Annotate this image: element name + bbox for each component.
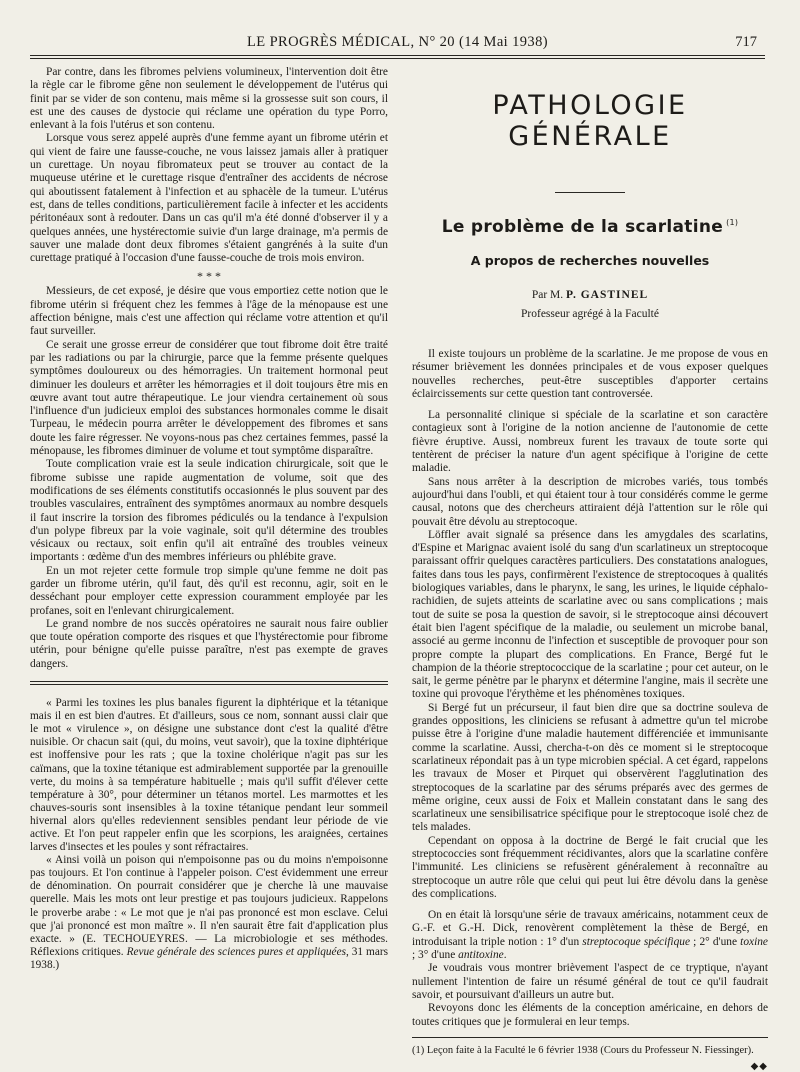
journal-title: LE PROGRÈS MÉDICAL, N° 20 (14 Mai 1938) — [247, 34, 548, 50]
quote-date: , 31 mars 1938.) — [30, 945, 388, 971]
quote-text: « Ainsi voilà un poison qui n'empoisonne pas ou du moins n'empoisonne pas toujours. Et l'on continue à l'appeler poison. C'est évidemment une erreur de dénomination. On pourrait considérer que je cherche là une mauvaise querelle. Mais les mots ont leur prestige et pas toujours judicieux. Rappelons le proverbe arabe : « Le mot que je n'ai pas prononcé est mon esclave. Celui que j'ai prononcé est mon maître ». Il n'en saurait être fait d'application plus exacte. » (E. TECHOUEYRES. — La microbiologie et ses méthodes. Réflexions critiques. — [30, 854, 388, 958]
paragraph: Toute complication vraie est la seule indication chirurgicale, soit que le fibrome subisse une rapide augmentation de volume, soit que des modifications de ses éléments constitutifs occasionnés le plus souvent par des troubles vasculaires, entraînent des symptômes anormaux au nombre desquels il faut inscrire la torsion des fibromes pédiculés ou la tendance à l'expulsion d'un polype fibreux par la voie vaginale, soit qu'il détermine des troubles vésicaux ou rectaux, soit enfin qu'il ait entraîné des troubles veineux importants : œdème d'un des membres inférieurs ou phlébite grave. — [30, 458, 388, 564]
paragraph: Le grand nombre de nos succès opératoires ne saurait nous faire oublier que toute opération comporte des risques et que l'hystérectomie pour fibrome utérin, pour bénigne qu'elle puisse paraître, n'est pas exempte de graves dangers. — [30, 617, 388, 670]
section-separator: * * * — [197, 269, 221, 284]
paragraph: Cependant on opposa à la doctrine de Bergé le fait crucial que les streptococcies sont fréquemment récidivantes, alors que la scarlatine confère l'immunité. Les cliniciens se refusèrent généralement à reconnaître au streptocoque un autre rôle que celui qui peut lui être dévolu dans la genèse des complications. — [412, 834, 768, 900]
paragraph: Il existe toujours un problème de la scarlatine. Je me propose de vous en résumer brièvement les données principales et de vous exposer quelques nouvelles recherches, peut-être susceptibles d'apporter certains éclaircissements sur cette question tant controversée. — [412, 348, 768, 400]
header-rule-double — [30, 58, 765, 59]
paragraph: Löffler avait signalé sa présence dans les amygdales des scarlatins, d'Espine et Marignac avaient isolé du sang d'un scarlatineux un streptocoque paraissant offrir quelques caractères particuliers. Des constatations analogues, faites dans tous les pays, confirmèrent l'existence de streptocoques à qualités biologiques variables, dans le pharynx, le sang, les urines, le liquide céphalo-rachidien, de sujets atteints de scarlatine avec ou sans complications ; mais tout de suite se posa la question de savoir, si le streptocoque ainsi découvert était bien l'agent spécifique de la maladie, ou seulement un microbe banal, associé au germe inconnu de l'infection et susceptible de provoquer pour son propre compte la plupart des complications. En France, Bergé fut le champion de la théorie streptococcique de la scarlatine ; pour cet auteur, on le sait, le germe pénètre par le pharynx et détermine l'angine, mais il secrète une toxine qui provoque l'érythème et les phénomènes toxiques. — [412, 528, 768, 701]
header-rule — [30, 55, 765, 56]
footnote: (1) Leçon faite à la Faculté le 6 février 1938 (Cours du Professeur N. Fiessinger). — [412, 1044, 754, 1056]
author-affiliation: Professeur agrégé à la Faculté — [521, 308, 659, 320]
footnote-marker: (1) — [726, 218, 739, 228]
right-column — [412, 66, 768, 1072]
paragraph: En un mot rejeter cette formule trop simple qu'une femme ne doit pas garder un fibrome utérin, qu'il faut, dès qu'il est reconnu, agir, soit en le desséchant pour employer cette expression couramment employée par les profanes, soit en l'enlevant chirurgicalement. — [30, 564, 388, 617]
section-rubric: PATHOLOGIE GÉNÉRALE — [492, 90, 688, 152]
quote-source: Revue générale des sciences pures et appliquées — [126, 945, 346, 958]
rubric-rule — [555, 192, 625, 193]
author-name: P. GASTINEL — [566, 289, 649, 301]
running-header — [30, 34, 765, 52]
paragraph: La personnalité clinique si spéciale de la scarlatine et son caractère contagieux sont à l'origine de la notion ancienne de l'autonomie de cette fièvre éruptive. Aussi, nombreux furent les travaux de toute sorte qui tentèrent de préciser la nature d'un agent spécifique à l'origine de cette maladie. — [412, 409, 768, 475]
paragraph: Si Bergé fut un précurseur, il faut bien dire que sa doctrine souleva de grandes oppositions, les cliniciens se refusant à admettre qu'un tel microbe puisse être à l'origine d'une maladie hautement différenciée et immunisante comme la scarlatine. Aussi, chercha-t-on dès ce moment si le streptocoque scarlatineux répondait pas à un type microbien spécial. A cet égard, rappelons les travaux de Moser et Pirquet qui observèrent l'agglutination des streptocoques de la scarlatine par des sérums préparés avec des germes de même origine, ceux aussi de Foix et Mallein constatant dans le sang des scarlatineux une sensibilisatrice spécifique pour le streptocoque isolé chez de tels malades. — [412, 701, 768, 834]
quote-paragraph — [30, 854, 388, 972]
quote-paragraph: « Parmi les toxines les plus banales figurent la diphtérique et la tétanique mais il en est bien d'autres. Et d'ailleurs, sous ce nom, sonnant aussi clair que le mot « virulence », on désigne une substance dont c'est la qualité d'être nuisible. Or chacun sait (qui, du moins, veut savoir), que la toxine diphtérique est inoffensive pour les rats ; que la toxine cholérique n'agit pas sur les caïmans, que la toxine tétanique est admirablement supportée par la grenouille verte, du moins à sa température habituelle ; mais qu'il suffit d'élever cette température à 30°, pour déterminer un tétanos mortel. Les marmottes et les chauves-souris sont insensibles à la toxine tétanique pendant leur sommeil hivernal alors qu'elles redeviennent sensibles pendant leur période de vie active. Et l'on peut rappeler enfin que les scorpions, les araignées, certaines larves d'insectes et les poules y sont réfractaires. — [30, 697, 388, 854]
paragraph: On en était là lorsqu'une série de travaux américains, notamment ceux de G.-F. et G.-H. Dick, renovèrent complètement la thèse de Bergé, en introduisant la triple notion : 1° d'un streptocoque spécifique ; 2° d'une toxine ; 3° d'une antitoxine. — [412, 909, 768, 962]
ornament-icon: ◆◆ — [750, 1060, 768, 1072]
byline: Par M. P. GASTINEL — [531, 289, 649, 301]
quote-divider-double — [30, 684, 388, 685]
footnote-rule — [412, 1037, 768, 1038]
paragraph: Par contre, dans les fibromes pelviens volumineux, l'intervention doit être la règle car le fibrome gêne non seulement le développement de l'utérus qui finit par se vider de son contenu, mais même si la grossesse suit son cours, il est une des causes de dystocie qui réclame une opération du type Porro, enlevant à la fois l'utérus et son contenu. — [30, 66, 388, 132]
paragraph: Messieurs, de cet exposé, je désire que vous emportiez cette notion que le fibrome utérin si fréquent chez les femmes à l'âge de la ménopause est une affection bénigne, mais c'est une affection qui réclame votre attention et qu'il faut surveiller. — [30, 285, 388, 338]
page-number: 717 — [735, 34, 757, 50]
left-column — [30, 66, 388, 972]
paragraph: Je voudrais vous montrer brièvement l'aspect de ce tryptique, n'ayant nullement l'intention de faire un résumé général de tout ce qu'il faudrait savoir, et poursuivant d'ailleurs un autre but. — [412, 962, 768, 1001]
paragraph: Revoyons donc les éléments de la conception américaine, en dehors de toutes critiques que je formulerai en leur temps. — [412, 1002, 768, 1028]
quotation-box — [30, 697, 388, 972]
article-subtitle: A propos de recherches nouvelles — [470, 253, 710, 268]
paragraph: Ce serait une grosse erreur de considérer que tout fibrome doit être traité par les radiations ou par la chirurgie, parce que la femme présente quelques symptômes douloureux ou des hémorragies. Un traitement hormonal peut diminuer les douleurs et arrêter les hémorragies et il doit toujours être mis en œuvre avant tout autre thérapeutique. Le jour viendra certainement où sous l'influence d'un judicieux emploi des substances hormonales comme le disait Turpeau, le médecin pourra arrêter le développement des fibromes et sans doute les faire régresser. Ne voyons-nous pas chez certaines femmes, passé la ménopause, les fibromes diminuer de volume et tout symptôme disparaître. — [30, 338, 388, 458]
paragraph: Lorsque vous serez appelé auprès d'une femme ayant un fibrome utérin et qui vient de faire une fausse-couche, ne vous laissez jamais aller à pratiquer un curettage. Un noyau fibromateux peut se trouver au contact de la muqueuse utérine et le curettage risque d'entraîner des accidents de nécrose qui aboutissent fatalement à l'infection et au sphacèle de la tumeur. L'utérus est, dans de telles conditions, particulièrement facile à infecter et les accidents péritonéaux sont à redouter. Dans un cas qu'il m'a été donné d'observer il y a quelques années, une hystérectomie suivie d'un large drainage, m'a permis de sauver une malade dont deux fibromes s'étaient gangrénés à la suite d'un curettage pratiqué à l'occasion d'une fausse-couche de trois mois environ. — [30, 132, 388, 265]
quote-divider — [30, 681, 388, 682]
article-title: Le problème de la scarlatine $^{(1)}$ — [441, 217, 739, 237]
paragraph: Sans nous arrêter à la description de microbes variés, tous tombés aujourd'hui dans l'oubli, et qui étaient tour à tour considérés comme le germe causal, notons que des chercheurs attiraient déjà l'attention sur le rôle qui pouvait être dévolu au streptocoque. — [412, 475, 768, 528]
